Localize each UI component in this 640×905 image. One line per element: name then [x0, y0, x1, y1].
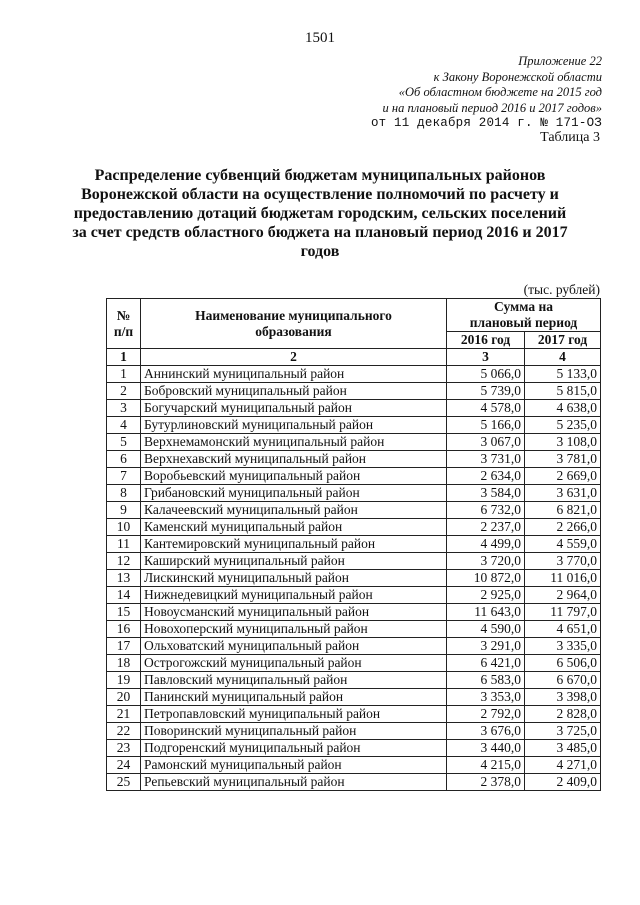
table-row [107, 723, 601, 740]
row-number: 11 [107, 536, 141, 553]
column-index: 2 [141, 349, 447, 366]
amount-2017: 3 335,0 [525, 638, 601, 655]
table-row [107, 400, 601, 417]
row-number: 7 [107, 468, 141, 485]
municipality-name: Рамонский муниципальный район [141, 757, 447, 774]
municipality-name: Аннинский муниципальный район [141, 366, 447, 383]
municipality-name: Нижнедевицкий муниципальный район [141, 587, 447, 604]
municipality-name: Новоусманский муниципальный район [141, 604, 447, 621]
table-row [107, 417, 601, 434]
row-number: 2 [107, 383, 141, 400]
amount-2016: 10 872,0 [447, 570, 525, 587]
municipality-name: Каширский муниципальный район [141, 553, 447, 570]
table-row [107, 434, 601, 451]
municipality-name: Острогожский муниципальный район [141, 655, 447, 672]
amount-2016: 4 578,0 [447, 400, 525, 417]
appendix-line: к Закону Воронежской области [433, 69, 602, 84]
row-number: 3 [107, 400, 141, 417]
table-body [107, 349, 601, 791]
amount-2016: 6 421,0 [447, 655, 525, 672]
header-text: Наименование муниципального [195, 307, 392, 323]
amount-2017: 3 485,0 [525, 740, 601, 757]
column-index: 3 [447, 349, 525, 366]
page-number: 1501 [305, 30, 335, 46]
municipality-name: Богучарский муниципальный район [141, 400, 447, 417]
amount-2017: 3 725,0 [525, 723, 601, 740]
row-number: 17 [107, 638, 141, 655]
table-row [107, 740, 601, 757]
column-index: 4 [525, 349, 601, 366]
amount-2017: 6 821,0 [525, 502, 601, 519]
table-row [107, 553, 601, 570]
amount-2017: 6 670,0 [525, 672, 601, 689]
table-row [107, 468, 601, 485]
table-row [107, 570, 601, 587]
column-header-number [107, 299, 141, 349]
table-row [107, 655, 601, 672]
amount-2017: 4 559,0 [525, 536, 601, 553]
table-row [107, 689, 601, 706]
municipality-name: Лискинский муниципальный район [141, 570, 447, 587]
document-title: Распределение субвенций бюджетам муниципальных районов Воронежской области на осуществление полномочий по расчету и предоставлению дотаций бюджетам городским, сельских поселений за счет средств областного бюджета на плановый период 2016 и 2017 годов [72, 167, 568, 260]
row-number: 20 [107, 689, 141, 706]
amount-2016: 2 378,0 [447, 774, 525, 791]
table-row [107, 672, 601, 689]
column-index: 1 [107, 349, 141, 366]
table-row [107, 604, 601, 621]
municipality-name: Панинский муниципальный район [141, 689, 447, 706]
row-number: 16 [107, 621, 141, 638]
header-text: плановый период [469, 315, 578, 330]
row-number: 1 [107, 366, 141, 383]
row-number: 19 [107, 672, 141, 689]
subventions-table [106, 298, 601, 791]
municipality-name: Павловский муниципальный район [141, 672, 447, 689]
header-text: образования [255, 323, 332, 339]
municipality-name: Грибановский муниципальный район [141, 485, 447, 502]
table-row [107, 774, 601, 791]
municipality-name: Подгоренский муниципальный район [141, 740, 447, 757]
amount-2017: 3 770,0 [525, 553, 601, 570]
municipality-name: Каменский муниципальный район [141, 519, 447, 536]
municipality-name: Воробьевский муниципальный район [141, 468, 447, 485]
amount-2017: 2 828,0 [525, 706, 601, 723]
amount-2016: 6 583,0 [447, 672, 525, 689]
appendix-line: «Об областном бюджете на 2015 год [398, 85, 602, 99]
amount-2017: 3 631,0 [525, 485, 601, 502]
table-row [107, 383, 601, 400]
header-text: № [116, 307, 131, 323]
table-row [107, 451, 601, 468]
amount-2016: 3 291,0 [447, 638, 525, 655]
table-row [107, 519, 601, 536]
amount-2017: 2 409,0 [525, 774, 601, 791]
amount-2016: 3 067,0 [447, 434, 525, 451]
amount-2016: 5 739,0 [447, 383, 525, 400]
table-row [107, 536, 601, 553]
municipality-name: Ольховатский муниципальный район [141, 638, 447, 655]
appendix-line: и на плановый период 2016 и 2017 годов» [382, 100, 602, 115]
amount-2017: 2 669,0 [525, 468, 601, 485]
municipality-name: Верхнехавский муниципальный район [141, 451, 447, 468]
column-header-name [141, 299, 447, 349]
appendix-block [371, 54, 602, 132]
table-row [107, 638, 601, 655]
municipality-name: Петропавловский муниципальный район [141, 706, 447, 723]
appendix-line: Приложение 22 [518, 54, 602, 68]
amount-2016: 5 066,0 [447, 366, 525, 383]
row-number: 6 [107, 451, 141, 468]
header-text: Сумма на [494, 299, 553, 314]
row-number: 18 [107, 655, 141, 672]
row-number: 25 [107, 774, 141, 791]
amount-2017: 4 271,0 [525, 757, 601, 774]
amount-2016: 5 166,0 [447, 417, 525, 434]
municipality-name: Кантемировский муниципальный район [141, 536, 447, 553]
municipality-name: Калачеевский муниципальный район [141, 502, 447, 519]
row-number: 21 [107, 706, 141, 723]
table-row [107, 502, 601, 519]
amount-2016: 4 215,0 [447, 757, 525, 774]
row-number: 9 [107, 502, 141, 519]
row-number: 24 [107, 757, 141, 774]
amount-2017: 3 108,0 [525, 434, 601, 451]
table-label: Таблица 3 [540, 130, 600, 145]
amount-2016: 3 731,0 [447, 451, 525, 468]
amount-2017: 4 638,0 [525, 400, 601, 417]
municipality-name: Репьевский муниципальный район [141, 774, 447, 791]
table-row [107, 757, 601, 774]
amount-2016: 3 440,0 [447, 740, 525, 757]
municipality-name: Бобровский муниципальный район [141, 383, 447, 400]
amount-2017: 3 781,0 [525, 451, 601, 468]
amount-2016: 3 720,0 [447, 553, 525, 570]
table-row [107, 621, 601, 638]
amount-2016: 2 925,0 [447, 587, 525, 604]
amount-2017: 5 133,0 [525, 366, 601, 383]
table-row [107, 366, 601, 383]
amount-2016: 11 643,0 [447, 604, 525, 621]
amount-2017: 6 506,0 [525, 655, 601, 672]
row-number: 12 [107, 553, 141, 570]
row-number: 5 [107, 434, 141, 451]
row-number: 23 [107, 740, 141, 757]
column-header-2017: 2017 год [525, 332, 601, 349]
amount-2017: 11 797,0 [525, 604, 601, 621]
amount-2016: 2 634,0 [447, 468, 525, 485]
row-number: 13 [107, 570, 141, 587]
amount-2016: 4 499,0 [447, 536, 525, 553]
table-row [107, 485, 601, 502]
amount-2016: 2 792,0 [447, 706, 525, 723]
row-number: 15 [107, 604, 141, 621]
amount-2017: 5 815,0 [525, 383, 601, 400]
municipality-name: Новохоперский муниципальный район [141, 621, 447, 638]
municipality-name: Бутурлиновский муниципальный район [141, 417, 447, 434]
column-index-row [107, 349, 601, 366]
row-number: 22 [107, 723, 141, 740]
row-number: 14 [107, 587, 141, 604]
amount-2016: 3 584,0 [447, 485, 525, 502]
amount-2016: 4 590,0 [447, 621, 525, 638]
municipality-name: Верхнемамонский муниципальный район [141, 434, 447, 451]
amount-2017: 4 651,0 [525, 621, 601, 638]
row-number: 4 [107, 417, 141, 434]
law-date-line: от 11 декабря 2014 г. № 171-ОЗ [370, 116, 602, 130]
amount-2017: 2 266,0 [525, 519, 601, 536]
amount-2017: 11 016,0 [525, 570, 601, 587]
header-text: п/п [113, 323, 134, 339]
table-row [107, 706, 601, 723]
amount-2016: 3 353,0 [447, 689, 525, 706]
amount-2016: 2 237,0 [447, 519, 525, 536]
column-header-sum [447, 299, 601, 332]
amount-2017: 2 964,0 [525, 587, 601, 604]
column-header-2016: 2016 год [447, 332, 525, 349]
row-number: 8 [107, 485, 141, 502]
table-row [107, 587, 601, 604]
row-number: 10 [107, 519, 141, 536]
amount-2016: 6 732,0 [447, 502, 525, 519]
amount-2017: 3 398,0 [525, 689, 601, 706]
units-label: (тыс. рублей) [523, 282, 600, 297]
amount-2016: 3 676,0 [447, 723, 525, 740]
municipality-name: Поворинский муниципальный район [141, 723, 447, 740]
amount-2017: 5 235,0 [525, 417, 601, 434]
